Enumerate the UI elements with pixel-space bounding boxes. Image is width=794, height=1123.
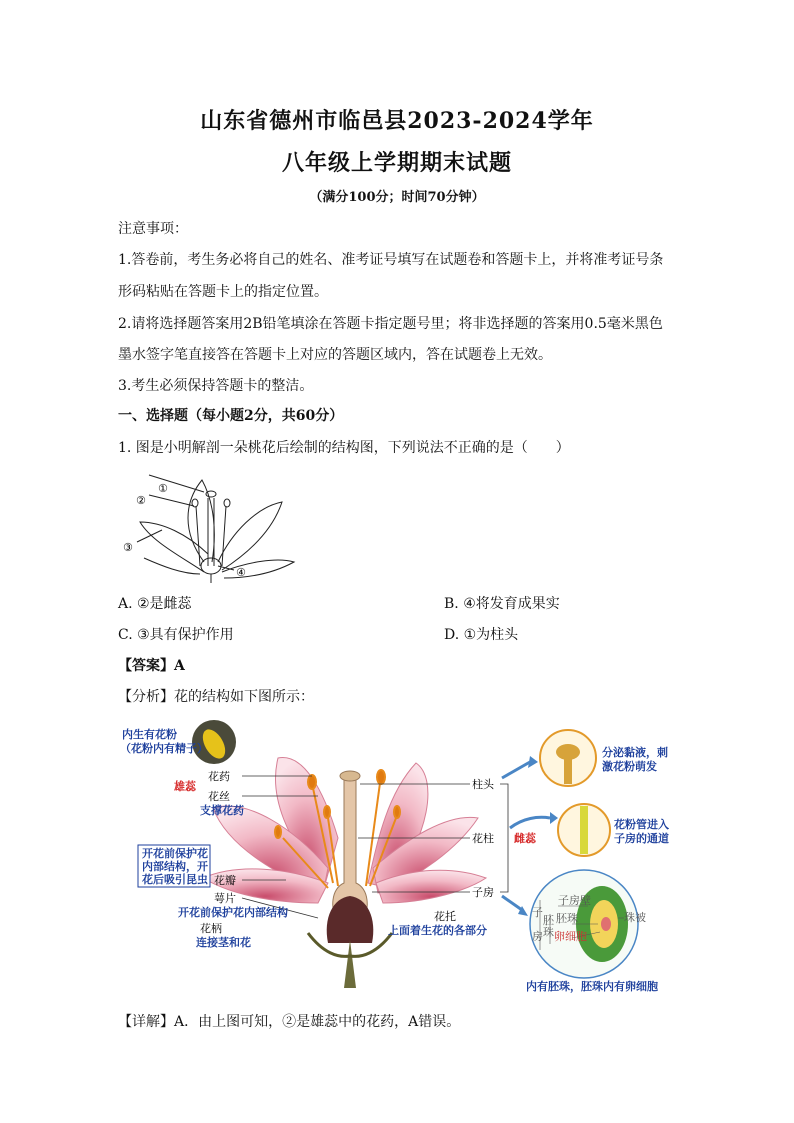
notes-item2-line1: 2.请将选择题答案用2B铅笔填涂在答题卡指定题号里；将非选择题的答案用0.5毫米黑色 — [118, 316, 663, 332]
back-petal-outline — [188, 480, 214, 562]
receptacle-desc: 上面着生花的各部分 — [388, 924, 487, 937]
pedicel-shape — [344, 940, 356, 988]
figure-label-1: ① — [158, 482, 168, 495]
ovary-desc: 内有胚珠，胚珠内有卵细胞 — [526, 980, 658, 993]
style-desc-1: 花粉管进入 — [614, 818, 669, 831]
ovary-inner-fang: 房 — [532, 930, 543, 943]
receptacle-label: 花托 — [434, 910, 456, 923]
stigma-shape — [340, 771, 360, 781]
option-c: C. ③具有保护作用 — [118, 627, 234, 643]
notes-item2-line2: 墨水签字笔直接答在答题卡上对应的答题区域内，答在试题卷上无效。 — [118, 347, 552, 363]
anther-1 — [308, 775, 316, 789]
filament-desc: 支撑花药 — [200, 804, 244, 817]
ovary-inner-pei: 胚 — [543, 914, 554, 927]
exam-subtitle: （满分100分；时间70分钟） — [309, 190, 485, 205]
figure-label-4: ④ — [236, 566, 246, 579]
style-detail-tube — [580, 806, 588, 854]
stigma-detail-stalk — [564, 758, 572, 784]
petal-desc-1: 开花前保护花 — [142, 847, 208, 860]
stigma-arrowhead — [528, 756, 538, 768]
leader-line-2 — [149, 495, 194, 506]
exam-title-line2: 八年级上学期期末试题 — [281, 150, 512, 176]
ovary-inner-zi: 子 — [532, 906, 543, 919]
figure-label-2: ② — [136, 494, 146, 507]
petal-desc-3: 花后吸引昆虫 — [142, 873, 208, 886]
anther-5 — [275, 826, 281, 838]
filament-label: 花丝 — [208, 790, 230, 803]
exam-title-line1: 山东省德州市临邑县2023-2024学年 — [200, 108, 594, 134]
peach-flower-figure — [122, 462, 304, 584]
figure-label-3: ③ — [123, 541, 133, 554]
stamen-right-outline — [222, 506, 226, 566]
stamen-label: 雄蕊 — [174, 780, 196, 793]
pistil-label: 雌蕊 — [514, 832, 536, 845]
flower-structure-diagram — [118, 718, 674, 996]
sepal-label: 萼片 — [214, 892, 236, 905]
anther-4 — [394, 806, 400, 818]
notes-item1-line2: 形码粘贴在答题卡上的指定位置。 — [118, 284, 328, 300]
ovary-inner-ovule: 胚珠 — [556, 912, 578, 925]
analysis-line: 【分析】花的结构如下图所示： — [118, 689, 314, 705]
pistil-bracket — [500, 784, 508, 892]
petal-desc-2: 内部结构，开 — [142, 860, 208, 873]
leader-line-3 — [137, 530, 162, 542]
anther-right-outline — [224, 499, 230, 507]
stigma-arrow — [502, 762, 530, 778]
style-label: 花柱 — [472, 832, 494, 845]
question-stem: 1. 图是小明解剖一朵桃花后绘制的结构图，下列说法不正确的是（ ） — [118, 440, 570, 456]
left-sepal-outline — [144, 558, 200, 574]
sepal-desc: 开花前保护花内部结构 — [178, 906, 288, 919]
stamen-left-outline — [196, 506, 200, 566]
stigma-desc-1: 分泌黏液，刺 — [602, 746, 668, 759]
section-heading: 一、选择题（每小题2分，共60分） — [118, 408, 344, 424]
pedicel-desc: 连接茎和花 — [196, 936, 251, 949]
ovary-inner-zhu: 珠 — [543, 926, 554, 939]
ovary-arrow — [502, 896, 522, 910]
detail-line: 【详解】A．由上图可知，②是雄蕊中的花药，A错误。 — [118, 1014, 461, 1030]
style-desc-2: 子房的通道 — [614, 832, 669, 845]
ovary-label: 子房 — [472, 886, 494, 899]
notes-heading: 注意事项： — [118, 221, 188, 237]
ovary-detail-egg — [601, 917, 611, 931]
stigma-detail-head — [556, 744, 580, 760]
petal-label: 花瓣 — [214, 874, 236, 887]
pollen-note-1: 内生有花粉 — [122, 728, 177, 741]
ovary-inner-egg: 卵细胞 — [554, 930, 587, 943]
stigma-outline — [206, 491, 216, 497]
option-a: A. ②是雌蕊 — [118, 596, 192, 612]
anther-label: 花药 — [208, 770, 230, 783]
stigma-desc-2: 激花粉萌发 — [602, 760, 657, 773]
answer-line: 【答案】A — [118, 658, 185, 674]
notes-item3: 3.考生必须保持答题卡的整洁。 — [118, 378, 314, 394]
ovary-inner-integument: 珠被 — [624, 911, 646, 924]
ovary-inner-wall: 子房壁 — [558, 894, 591, 907]
pollen-note-2: （花粉内有精子） — [120, 742, 208, 755]
style-arrowhead — [550, 812, 558, 824]
notes-item1-line1: 1.答卷前，考生务必将自己的姓名、准考证号填写在试题卷和答题卡上，并将准考证号条 — [118, 252, 664, 268]
anther-2 — [324, 806, 330, 818]
style-arrow — [510, 817, 550, 828]
anther-3 — [377, 770, 385, 784]
option-b: B. ④将发育成果实 — [444, 596, 560, 612]
stigma-label: 柱头 — [472, 778, 494, 791]
option-d: D. ①为柱头 — [444, 627, 519, 643]
pedicel-label: 花柄 — [200, 922, 222, 935]
